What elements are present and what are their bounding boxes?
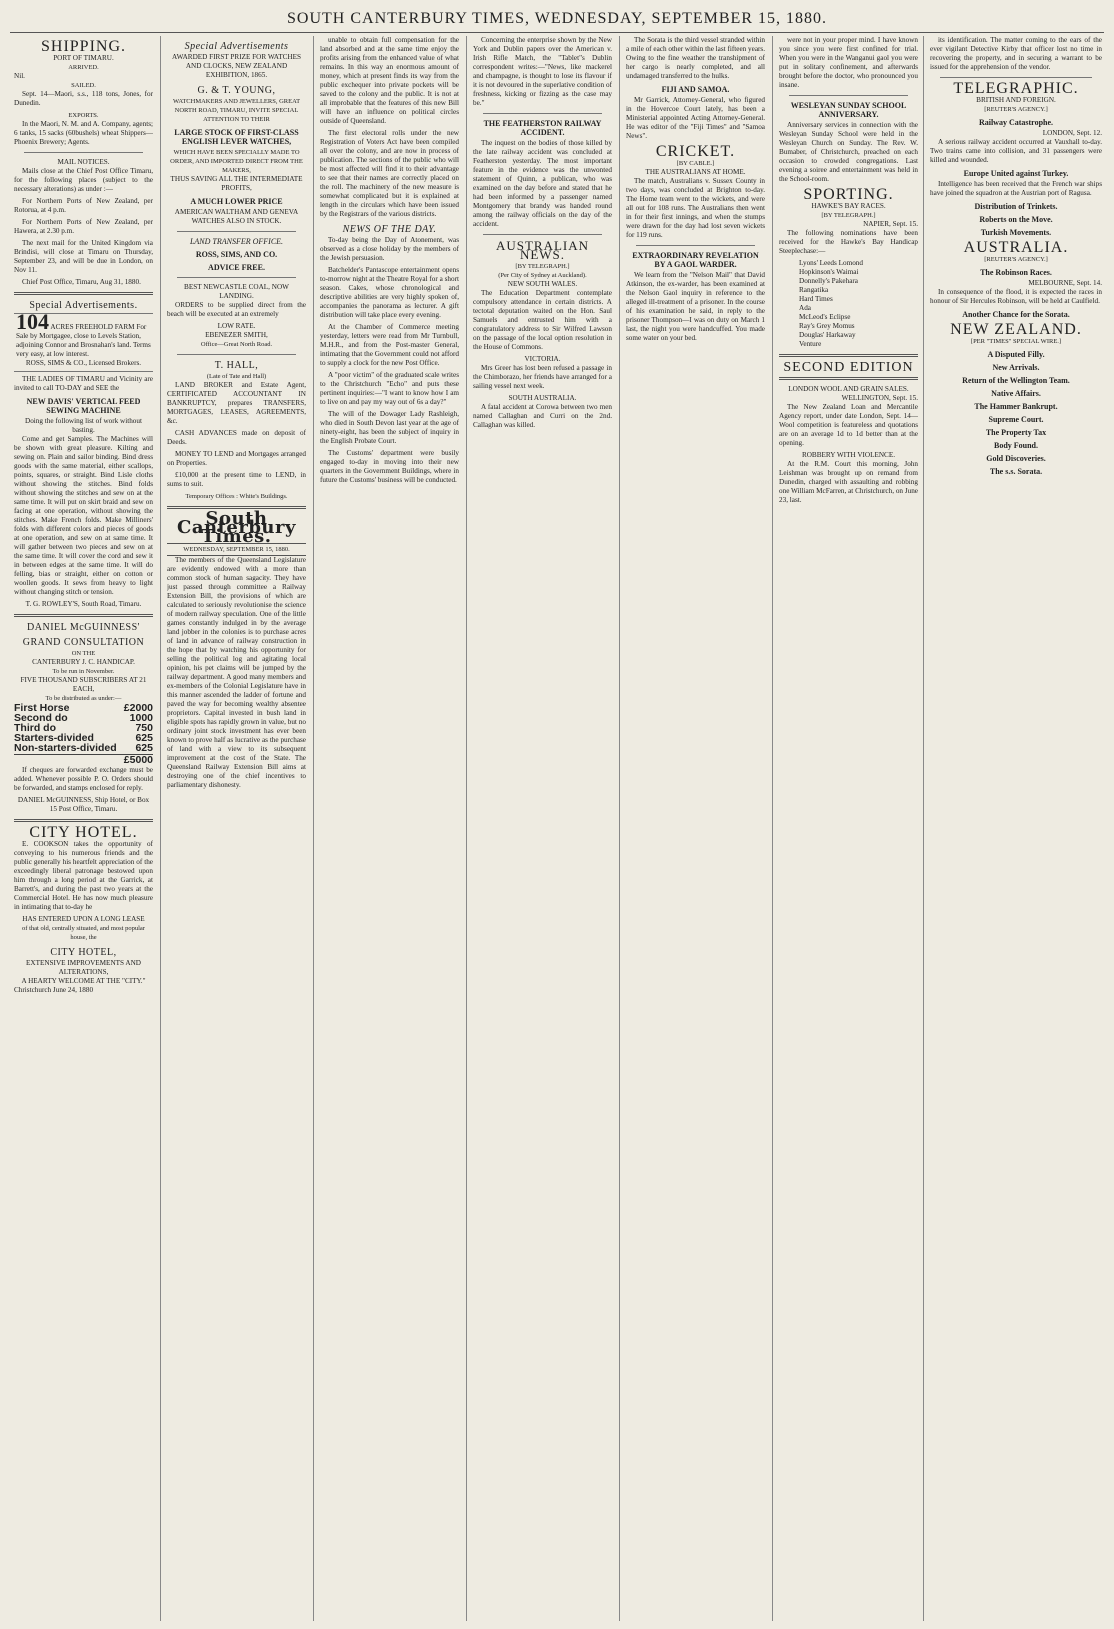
city-hotel-sub: CITY HOTEL, xyxy=(50,947,117,958)
acres-agent: ROSS, SIMS & CO., Licensed Brokers. xyxy=(25,359,142,367)
divider xyxy=(177,354,296,355)
by-telegraph: [BY TELEGRAPH.] xyxy=(821,212,876,219)
divider xyxy=(14,614,153,617)
young-heading: G. & T. YOUNG, xyxy=(197,85,276,96)
column-7 xyxy=(930,36,1102,1624)
low-rate: LOW RATE. xyxy=(217,322,256,330)
news-item: A "poor victim" of the graduated scale writes to the Christchurch "Echo" and puts these pertinent inquiries:—"I want to know how I am to live on and pay my way out of 6s a day?" xyxy=(320,371,459,406)
on-the: ON THE xyxy=(71,650,96,657)
hawkes-heading: HAWKE'S BAY RACES. xyxy=(811,202,886,210)
turkish-heading: Turkish Movements. xyxy=(980,228,1052,237)
masthead: SOUTH CANTERBURY TIMES, WEDNESDAY, SEPTEMBER 15, 1880. xyxy=(287,10,827,27)
article-text: The first electoral rolls under the new Registration of Voters Act have been compiled all over the colony, and are now in process of publication. The sections of the public who will be most affected will find it to their advantage to see that their names are correctly placed on the roll. The machinery of the new measure is somewhat complicated but it is explained at length in the circulars which have been issued by the Registrars of the various districts. xyxy=(320,129,459,218)
lend-text: £10,000 at the present time to LEND, in sums to suit. xyxy=(167,471,306,488)
column-3 xyxy=(320,36,459,1624)
arrived-label: ARRIVED. xyxy=(68,64,99,71)
per-city: (Per City of Sydney at Auckland). xyxy=(498,272,587,279)
hawkes-text: The following nominations have been received for the Hawke's Bay Handicap Steeplechase:— xyxy=(779,229,918,255)
wool-heading: LONDON WOOL AND GRAIN SALES. xyxy=(788,385,909,393)
horse-list xyxy=(779,259,918,349)
stock-line: LARGE STOCK OF FIRST-CLASS ENGLISH LEVER WATCHES, xyxy=(174,128,299,146)
sporting-heading: SPORTING. xyxy=(803,186,894,203)
machine-sub: Doing the following list of work without basting. xyxy=(25,417,142,434)
divider xyxy=(636,245,755,246)
hall-sub: (Late of Tate and Hall) xyxy=(206,373,267,380)
mcguinness-heading: DANIEL McGUINNESS' xyxy=(27,622,140,633)
newcastle-line: BEST NEWCASTLE COAL, NOW LANDING. xyxy=(184,283,289,300)
british-heading: BRITISH AND FOREIGN. xyxy=(976,96,1056,104)
nsw-heading: NEW SOUTH WALES. xyxy=(507,280,578,288)
column-5 xyxy=(626,36,765,1624)
telegraphic-heading: TELEGRAPHIC. xyxy=(953,80,1079,97)
sailed-label: SAILED. xyxy=(71,82,96,89)
editorial-text: The members of the Queensland Legislature are evidently endowed with a more than common stock of human sagacity. They have just passed through committee a Railway Extension Bill, the provisions of which are calculated to seriously revolutionise the science of modern railway speculation. One of the little games constantly indulged in by the average land jobber in the colonies is to purchase acres of land in advance of railway construction in the hope that by watching his opportunity for selling the political log and agitating local opinion, his pet claims will be jumped by the railway department. A good many members and ex-members of the Colonial Legislature have in this manner ascended the ladder of fortune and paved the way for becoming wealthy absentee proprietors. Capital invested in bush land in eligible spots has rapidly grown in value, but no ordinary joint stock investment has ever been known to prove half as lucrative as the purchase of land with a view to its subsequent improvement at the cost of the State. The Queensland Railway Extension Bill aims at destroying one of the chief incentives to parliamentary dishonesty. xyxy=(167,556,306,789)
arrivals-heading: New Arrivals. xyxy=(992,363,1040,372)
prize-label: Starters-divided xyxy=(14,732,94,744)
column-rule xyxy=(313,36,314,1621)
city-hotel-heading: CITY HOTEL. xyxy=(29,824,138,841)
prize-label: Third do xyxy=(14,722,56,734)
second-edition-heading: SECOND EDITION xyxy=(783,360,914,375)
american-line: AMERICAN WALTHAM AND GENEVA WATCHES ALSO IN STOCK. xyxy=(174,208,299,225)
cricket-heading: CRICKET. xyxy=(655,143,736,160)
welcome-line: A HEARTY WELCOME AT THE "CITY." xyxy=(21,977,146,985)
extensive-line: EXTENSIVE IMPROVEMENTS AND ALTERATIONS, xyxy=(26,959,141,976)
divider xyxy=(483,113,602,114)
divider xyxy=(24,152,143,153)
column-rule xyxy=(466,36,467,1621)
column-1 xyxy=(14,36,153,1624)
robinson-text: In consequence of the flood, it is expected the races in honour of Sir Hercules Robinson, will be held at Caulfield. xyxy=(930,288,1102,305)
machine-body: Come and get Samples. The Machines will be shown with great pleasure. Kilting and sewing on. Plain and sailor binding. Bind dress goods with the same material, either scallops, points, squares, or straight. Bind Lisle cloths without showing the stitches. Bind folds without showing the stitches and sew on at the same time. It will put on skirt braid and sew on facing at one operation, without showing the stitches. Make French folds. Make Milliners' folds with different colors and pieces of goods at one operation, and sew on at same time. It will gather between two pieces and sew on at the same time. It will cover the cord and sew it in between edges at the same time. It will do felling, bias or straight, either on cotton or woollen goods. It sews from heavy to light without changing stitch or tension. xyxy=(14,435,153,596)
sa-heading: SOUTH AUSTRALIA. xyxy=(508,394,577,402)
imported-line: WHICH HAVE BEEN SPECIALLY MADE TO ORDER, AND IMPORTED DIRECT FROM THE MAKERS, xyxy=(170,149,303,174)
paper-date: WEDNESDAY, SEPTEMBER 15, 1880. xyxy=(167,543,306,556)
prize-amount: £2000 xyxy=(123,702,153,714)
gaol-heading: EXTRAORDINARY REVELATION BY A GAOL WARDER. xyxy=(632,251,759,269)
featherston-text: The inquest on the bodies of those killed by the late railway accident was concluded at Featherston yesterday. The most important feature in the evidence was the unwonted statement of Quinn, a publican, who was examined on the day before and stated that he had been informed by a passenger named Montgomery that brandy was handed round among the railway officials on the day of the accident. xyxy=(473,139,612,228)
office-line: Office—Great North Road. xyxy=(200,341,273,348)
body-found-heading: Body Found. xyxy=(993,441,1039,450)
divider xyxy=(940,77,1092,78)
nz-heading: NEW ZEALAND. xyxy=(950,321,1082,338)
gaol-text: We learn from the "Nelson Mail" that David Atkinson, the ex-warder, has been examined at the Nelson Gaol inquiry in reference to the alleged ill-treatment of a prisoner. In the course of his examination he said, in reply to the prisoner Thompson—I was on duty on March 1 last, the night you were handcuffed. You made some water on your bed. xyxy=(626,271,765,342)
horse-entry: Ray's Grey Momus xyxy=(799,322,855,330)
smith-line: EBENEZER SMITH, xyxy=(205,331,268,339)
special-ads-heading: Special Advertisements. xyxy=(29,300,138,311)
arrived-text: Nil. xyxy=(14,72,25,80)
divider xyxy=(14,819,153,822)
awarded-line: AWARDED FIRST PRIZE FOR WATCHES AND CLOCKS, NEW ZEALAND EXHIBITION, 1865. xyxy=(172,53,301,79)
cheques-text: If cheques are forwarded exchange must be added. Whenever possible P. O. Orders should be forwarded, and stamps enclosed for reply. xyxy=(14,766,153,792)
gold-heading: Gold Discoveries. xyxy=(986,454,1046,463)
lease-line: HAS ENTERED UPON A LONG LEASE xyxy=(22,915,145,923)
horse-entry: Hard Times xyxy=(799,295,833,303)
handicap-line: CANTERBURY J. C. HANDICAP. xyxy=(32,658,135,666)
column-rule xyxy=(772,36,773,1621)
distributed-line: To be distributed as under:— xyxy=(45,695,122,702)
jewellers-line: WATCHMAKERS AND JEWELLERS, GREAT NORTH ROAD, TIMARU, INVITE SPECIAL ATTENTION TO THEIR xyxy=(172,98,301,123)
nsw-text: The Education Department contemplate compulsory attendance in certain districts. A tectotal deputation waited on the Hon. Saul Samuels and entrusted him with a congratulatory address to Sir Wilfred Lawson on the passage of the local option resolution in the House of Commons. xyxy=(473,289,612,351)
hall-text: LAND BROKER and Estate Agent, CERTIFICATED ACCOUNTANT IN BANKRUPTCY, prepares TRANSFERS, MORTGAGES, LEASES, AGREEMENTS, &c. xyxy=(167,381,306,425)
cash-adv: CASH ADVANCES made on deposit of Deeds. xyxy=(167,429,306,446)
article-text: unable to obtain full compensation for the land absorbed and at the same time enjoy the profits arising from the enhanced value of what remains. In this way an enormous amount of money, which at present finds its way from the public exchequer into private pockets will be saved to the colony and the public. It is not at all improbable that the features of this new Bill will have an influence on political circles outside of Queensland. xyxy=(320,36,459,125)
orders-text: ORDERS to be supplied direct from the beach will be executed at an extremely xyxy=(167,301,306,318)
wellington-team-heading: Return of the Wellington Team. xyxy=(962,376,1070,385)
mail-line: For Northern Ports of New Zealand, per Rotorua, at 4 p.m. xyxy=(14,197,153,214)
article-text: Concerning the enterprise shown by the New York and Dublin papers over the American v. Irish Rifle Match, the "Tablet"s Dublin correspondent writes:—"News, like mackerel and champagne, is thought to lose its flavour if it is not devoured in the superlative condition of freshness, kicking or fizzing as the case may be." xyxy=(473,36,612,107)
divider xyxy=(14,292,153,295)
mail-notices-heading: MAIL NOTICES. xyxy=(57,158,110,166)
wellington-dateline: WELLINGTON, Sept. 15. xyxy=(841,394,918,402)
postmaster-line: Chief Post Office, Timaru, Aug 31, 1880. xyxy=(22,278,141,286)
run-line: To be run in November. xyxy=(52,668,115,675)
hall-heading: T. HALL, xyxy=(214,360,259,371)
reuters-line: [REUTER'S AGENCY.] xyxy=(984,106,1048,113)
supreme-heading: Supreme Court. xyxy=(988,415,1044,424)
ladies-text: THE LADIES OF TIMARU and Vicinity are invited to call TO-DAY and SEE the xyxy=(14,375,153,392)
hammer-heading: The Hammer Bankrupt. xyxy=(974,402,1058,411)
prize-label: Non-starters-divided xyxy=(14,742,117,754)
by-cable: [BY CABLE.] xyxy=(676,160,715,167)
news-item: The will of the Dowager Lady Rashleigh, who died in South Devon last year at the age of ninety-eight, has been the subject of inquiry in the English Probate Court. xyxy=(320,410,459,445)
disputed-heading: A Disputed Filly. xyxy=(987,350,1045,359)
prize-amount: 1000 xyxy=(129,712,153,724)
column-2 xyxy=(167,36,306,1624)
cheaper-line: A MUCH LOWER PRICE xyxy=(190,197,283,206)
sorata2-heading: The s.s. Sorata. xyxy=(989,467,1043,476)
horse-entry: Venture xyxy=(799,340,822,348)
news-item: The Customs' department were busily engaged to-day in moving into their new quarters in the Government Buildings, where in future the Customs' business will be conducted. xyxy=(320,449,459,484)
acres-number: 104 xyxy=(16,309,49,334)
profits-line: THUS SAVING ALL THE INTERMEDIATE PROFITS, xyxy=(170,175,303,192)
horse-entry: Ada xyxy=(799,304,811,312)
aus-agency: [REUTER'S AGENCY.] xyxy=(984,256,1048,263)
robinson-heading: The Robinson Races. xyxy=(980,268,1052,277)
rowley-signature: T. G. ROWLEY'S, South Road, Timaru. xyxy=(25,600,142,608)
cricket-text: The match, Australians v. Sussex County in two days, was concluded at Brighton to-day. The Home team went to the wickets, and were all out for 108 runs. The Australians then went in for their first innings, and when the stumps were drawn for the day had lost seven wickets for 119 runs. xyxy=(626,177,765,239)
europe-heading: Europe United against Turkey. xyxy=(963,169,1069,178)
ross-line: ROSS, SIMS, AND CO. xyxy=(195,250,278,259)
advice-line: ADVICE FREE. xyxy=(208,263,265,272)
australia-heading: AUSTRALIA. xyxy=(963,239,1069,256)
wool-text: The New Zealand Loan and Mercantile Agency report, under date London, Sept. 14—Wool competition is featureless and quotations are on an average 1d to 1d better than at the opening. xyxy=(779,403,918,447)
melbourne-dateline: MELBOURNE, Sept. 14. xyxy=(1028,279,1102,287)
exports-text: In the Maori, N. M. and A. Company, agents; 6 tanks, 15 sacks (60bushels) wheat Shippers—Phoenix Brewery; Agents. xyxy=(14,120,153,146)
news-item: Batchelder's Pantascope entertainment opens to-morrow night at the Theatre Royal for a short season. Cakes, whose chronological and descriptive abilities are very highly spoken of, accompanies the panorama as lecturer. A gift distribution will take place every evening. xyxy=(320,266,459,319)
date-line: Christchurch June 24, 1880 xyxy=(14,986,94,994)
sailed-text: Sept. 14—Maori, s.s., 118 tons, Jones, for Dunedin. xyxy=(14,90,153,107)
address: DANIEL McGUINNESS, Ship Hotel, or Box 15 Post Office, Timaru. xyxy=(17,796,150,813)
property-tax-heading: The Property Tax xyxy=(985,428,1047,437)
prize-amount: 625 xyxy=(135,732,153,744)
wesleyan-text: Anniversary services in connection with the Wesleyan Sunday School were held in the Wesleyan Church on Sunday. The Rev. W. Bumaber, of Christchurch, preached on each occasion to crowded congregations. Last evening a soiree and entertainment was held in the School-room. xyxy=(779,121,918,183)
victoria-text: Mrs Greer has lost been refused a passage in the Chimborazo, her friends have arranged for a sailing vessel next week. xyxy=(473,364,612,390)
napier-dateline: NAPIER, Sept. 15. xyxy=(863,220,918,228)
column-rule xyxy=(923,36,924,1621)
trinkets-heading: Distribution of Trinkets. xyxy=(974,202,1058,211)
news-of-the-day-heading: NEWS OF THE DAY. xyxy=(342,224,437,235)
prize-row xyxy=(14,744,153,753)
news-item: To-day being the Day of Atonement, was observed as a close holiday by the members of the Jewish persuasion. xyxy=(320,236,459,262)
robbery-heading: ROBBERY WITH VIOLENCE. xyxy=(801,451,896,459)
column-rule xyxy=(619,36,620,1621)
cookson-text: E. COOKSON takes the opportunity of conveying to his numerous friends and the public generally his heartfelt appreciation of the exceedingly liberal patronage bestowed upon him through a long period at the Garrick, at Barrett's, and during the past two years at the Commercial Hotel. He has now much pleasure in intimating that to-day he xyxy=(14,840,153,911)
prize-total xyxy=(14,754,153,765)
port-heading: PORT OF TIMARU. xyxy=(53,54,114,62)
sa-text: A fatal accident at Corowa between two men named Callaghan and Curri on the 2nd. Callaghan was killed. xyxy=(473,403,612,429)
divider xyxy=(177,277,296,278)
horse-entry: Hopkinson's Waimai xyxy=(799,268,859,276)
masthead-rule xyxy=(10,32,1104,33)
divider xyxy=(779,354,918,357)
shipping-heading: SHIPPING. xyxy=(40,38,126,55)
machine-heading: NEW DAVIS' VERTICAL FEED SEWING MACHINE xyxy=(26,397,141,415)
exports-label: EXPORTS. xyxy=(68,112,99,119)
prize-label: Second do xyxy=(14,712,68,724)
acres-text: ACRES FREEHOLD FARM For Sale by Mortgagee, close to Levels Station, adjoining Connor and Brosnahan's land. Terms very easy, at low interest. xyxy=(16,323,151,358)
by-telegraph: [BY TELEGRAPH.] xyxy=(515,263,570,270)
article-text: were not in your proper mind. I have known you since you were first confined for trial. When you were in the Wanganui gaol you were put in solitary confinement, and afterwards brought before the doctor, who pronounced you insane. xyxy=(779,36,918,89)
robbery-text: At the R.M. Court this morning, John Leishman was brought up on remand from Dunedin, charged with assaulting and robbing one William McFarren, at Christchurch, on June 23, last. xyxy=(779,460,918,504)
well-known-line: of that old, centrally situated, and most popular house, the xyxy=(22,925,145,941)
mail-line: For Northern Ports of New Zealand, per Hawera, at 2.30 p.m. xyxy=(14,218,153,235)
farm-advert xyxy=(14,309,153,372)
prize-amount: 625 xyxy=(135,742,153,754)
prize-total-amount: £5000 xyxy=(123,754,153,766)
temp-offices: Temporary Offices : White's Buildings. xyxy=(185,493,288,500)
victoria-heading: VICTORIA. xyxy=(524,355,561,363)
roberts-heading: Roberts on the Move. xyxy=(979,215,1053,224)
horse-entry: Douglas' Harkaway xyxy=(799,331,856,339)
rail-text: A serious railway accident occurred at Vauxhall to-day. Two trains came into collision, and 31 passengers were killed and wounded. xyxy=(930,138,1102,164)
featherston-heading: THE FEATHERSTON RAILWAY ACCIDENT. xyxy=(483,119,602,137)
horse-entry: McLeod's Eclipse xyxy=(799,313,851,321)
prize-amount: 750 xyxy=(135,722,153,734)
column-6 xyxy=(779,36,918,1624)
divider xyxy=(483,234,602,235)
money-line: MONEY TO LEND and Mortgages arranged on Properties. xyxy=(167,450,306,467)
per-times: [PER "TIMES" SPECIAL WIRE.] xyxy=(970,338,1062,345)
land-transfer-heading: LAND TRANSFER OFFICE. xyxy=(189,237,284,246)
europe-text: Intelligence has been received that the French war ships have joined the squadron at the Austrian port of Ragusa. xyxy=(930,180,1102,197)
fiji-heading: FIJI AND SAMOA. xyxy=(661,85,730,94)
column-4 xyxy=(473,36,612,1624)
native-heading: Native Affairs. xyxy=(991,389,1041,398)
paper-title: South Canterbury Times. xyxy=(177,508,296,547)
grand-consultation: GRAND CONSULTATION xyxy=(22,637,145,648)
london-dateline: LONDON, Sept. 12. xyxy=(1042,129,1102,137)
article-text: The Sorata is the third vessel stranded within a mile of each other within the last fifteen years. Owing to the fine weather the transhipment of her cargo is nearly completed, and all undamaged transferred to the hulks. xyxy=(626,36,765,80)
mail-line: The next mail for the United Kingdom via Brindisi, will close at Timaru on Thursday, September 23, and will be due in London, on Nov 11. xyxy=(14,239,153,274)
article-text: its identification. The matter coming to the ears of the ever vigilant Detective Kirby that officer lost no time in recovering the property, and in securing a warrant to be issued for the apprehension of the vendor. xyxy=(930,36,1102,71)
news-item: At the Chamber of Commerce meeting yesterday, letters were read from Mr Turnbull, M.H.R., and from the Post-master General, intimating that the Government could not afford to supply a clock for the new Post Office. xyxy=(320,323,459,367)
horse-entry: Lyons' Leeds Lomond xyxy=(799,259,863,267)
divider xyxy=(779,377,918,380)
column-rule xyxy=(160,36,161,1621)
fiji-text: Mr Garrick, Attorney-General, who figured in the Hovercoe Court lately, has been a Ministerial appointed Acting Attorney-General. He was editor of the "Fiji Times" and "Samoa News". xyxy=(626,96,765,140)
horse-entry: Donnelly's Pakehara xyxy=(799,277,858,285)
subscribers-line: FIVE THOUSAND SUBSCRIBERS AT 21 EACH, xyxy=(20,676,147,693)
divider xyxy=(789,95,908,96)
sorata-heading: Another Chance for the Sorata. xyxy=(962,310,1070,319)
wesleyan-heading: WESLEYAN SUNDAY SCHOOL ANNIVERSARY. xyxy=(790,101,907,119)
horse-entry: Rangatika xyxy=(799,286,829,294)
australians-heading: THE AUSTRALIANS AT HOME. xyxy=(645,168,746,176)
divider xyxy=(177,231,296,232)
special-ads-heading: Special Advertisements xyxy=(184,41,289,52)
australian-news-heading: AUSTRALIAN NEWS. xyxy=(495,238,590,262)
mail-text: Mails close at the Chief Post Office Timaru, for the following places (subject to the necessary alterations) as under :— xyxy=(14,167,153,193)
rail-cat-heading: Railway Catastrophe. xyxy=(978,118,1054,127)
prize-label: First Horse xyxy=(14,702,70,714)
